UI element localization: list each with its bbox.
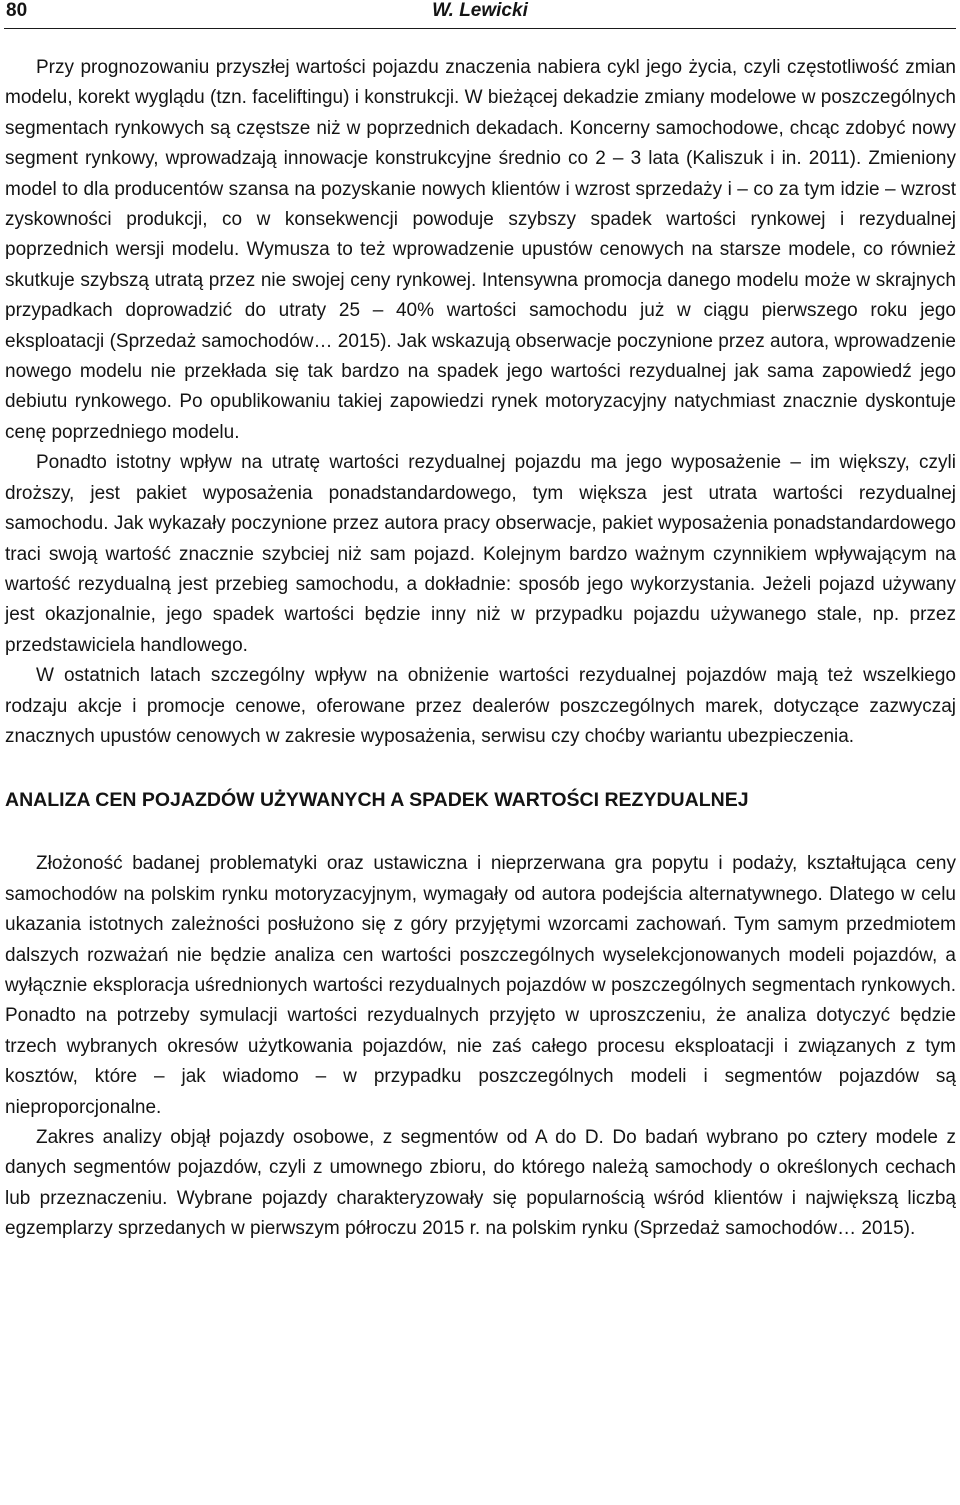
running-head-author: W. Lewicki — [432, 0, 528, 21]
paragraph: Przy prognozowaniu przyszłej wartości pojazdu znaczenia nabiera cykl jego życia, czyli częstotliwość zmian modelu, korekt wyglądu (tzn. faceliftingu) i konstrukcji. W bieżącej dekadzie zmiany modelowe w poszczególnych segmentach rynkowych są częstsze niż w poprzednich dekadach. Koncerny samochodowe, chcąc zdobyć nowy segment rynkowy, wprowadzają innowacje konstrukcyjne średnio co 2 – 3 lata (Kaliszuk i in. 2011). Zmieniony model to dla producentów szansa na pozyskanie nowych klientów i wzrost sprzedaży i – co za tym idzie – wzrost zyskowności produkcji, co w konsekwencji powoduje szybszy spadek wartości rynkowej i rezydualnej poprzednich wersji modelu. Wymusza to też wprowadzenie upustów cenowych na starsze modele, co również skutkuje szybszą utratą przez nie swojej ceny rynkowej. Intensywna promocja danego modelu może w skrajnych przypadkach doprowadzić do utraty 25 – 40% wartości samochodu już w ciągu pierwszego roku jego eksploatacji (Sprzedaż samochodów… 2015). Jak wskazują obserwacje poczynione przez autora, wprowadzenie nowego modelu nie przekłada się tak bardzo na spadek jego wartości rezydualnej jak sama zapowiedź jego debiutu rynkowego. Po opublikowaniu takiej zapowiedzi rynek motoryzacyjny natychmiast znacznie dyskontuje cenę poprzedniego modelu. — [5, 57, 956, 443]
paragraph: W ostatnich latach szczególny wpływ na obniżenie wartości rezydualnej pojazdów mają też wszelkiego rodzaju akcje i promocje cenowe, oferowane przez dealerów poszczególnych marek, dotyczące zazwyczaj znacznych upustów cenowych w zakresie wyposażenia, serwisu czy choćby wariantu ubezpieczenia. — [5, 665, 956, 747]
page-number: 80 — [6, 0, 28, 21]
spacer — [5, 752, 956, 785]
spacer — [5, 815, 956, 849]
page-header — [4, 0, 956, 29]
paragraph: Zakres analizy objął pojazdy osobowe, z segmentów od A do D. Do badań wybrano po cztery modele z danych segmentów pojazdów, czyli z umownego zbioru, do którego należą samochody o określonych cechach lub przeznaczeniu. Wybrane pojazdy charakteryzowały się popularnością wśród klientów i największą liczbą egzemplarzy sprzedanych w pierwszym półroczu 2015 r. na polskim rynku (Sprzedaż samochodów… 2015). — [5, 1127, 956, 1240]
paragraph: Złożoność badanej problematyki oraz ustawiczna i nieprzerwana gra popytu i podaży, kształtująca ceny samochodów na polskim rynku motoryzacyjnym, wymagały od autora podejścia alternatywnego. Dlatego w celu ukazania istotnych zależności posłużono się z góry przyjętymi wzorcami zachowań. Tym samym przedmiotem dalszych rozważań nie będzie analiza cen wartości poszczególnych wyselekcjonowanych modeli pojazdów, a wyłącznie eksploracja uśrednionych wartości rezydualnych pojazdów w poszczególnych segmentach rynkowych. Ponadto na potrzeby symulacji wartości rezydualnych przyjęto w uproszczeniu, że analiza dotyczyć będzie trzech wybranych okresów użytkowania pojazdów, nie zaś całego procesu eksploatacji i związanych z tym kosztów, które – jak wiadomo – w przypadku poszczególnych modeli i segmentów pojazdów są nieproporcjonalne. — [5, 853, 956, 1118]
body-text — [5, 53, 956, 1245]
paragraph: Ponadto istotny wpływ na utratę wartości rezydualnej pojazdu ma jego wyposażenie – im większy, czyli droższy, jest pakiet wyposażenia ponadstandardowego, tym większa jest utrata wartości rezydualnej samochodu. Jak wykazały poczynione przez autora pracy obserwacje, pakiet wyposażenia ponadstandardowego traci swoją wartość znacznie szybciej niż sam pojazd. Kolejnym bardzo ważnym czynnikiem wpływającym na wartość rezydualną jest przebieg samochodu, a dokładnie: sposób jego wykorzystania. Jeżeli pojazd używany jest okazjonalnie, jego spadek wartości będzie inny niż w przypadku pojazdu używanego stale, np. przez przedstawiciela handlowego. — [5, 452, 956, 656]
section-heading: ANALIZA CEN POJAZDÓW UŻYWANYCH A SPADEK WARTOŚCI REZYDUALNEJ — [5, 789, 749, 812]
